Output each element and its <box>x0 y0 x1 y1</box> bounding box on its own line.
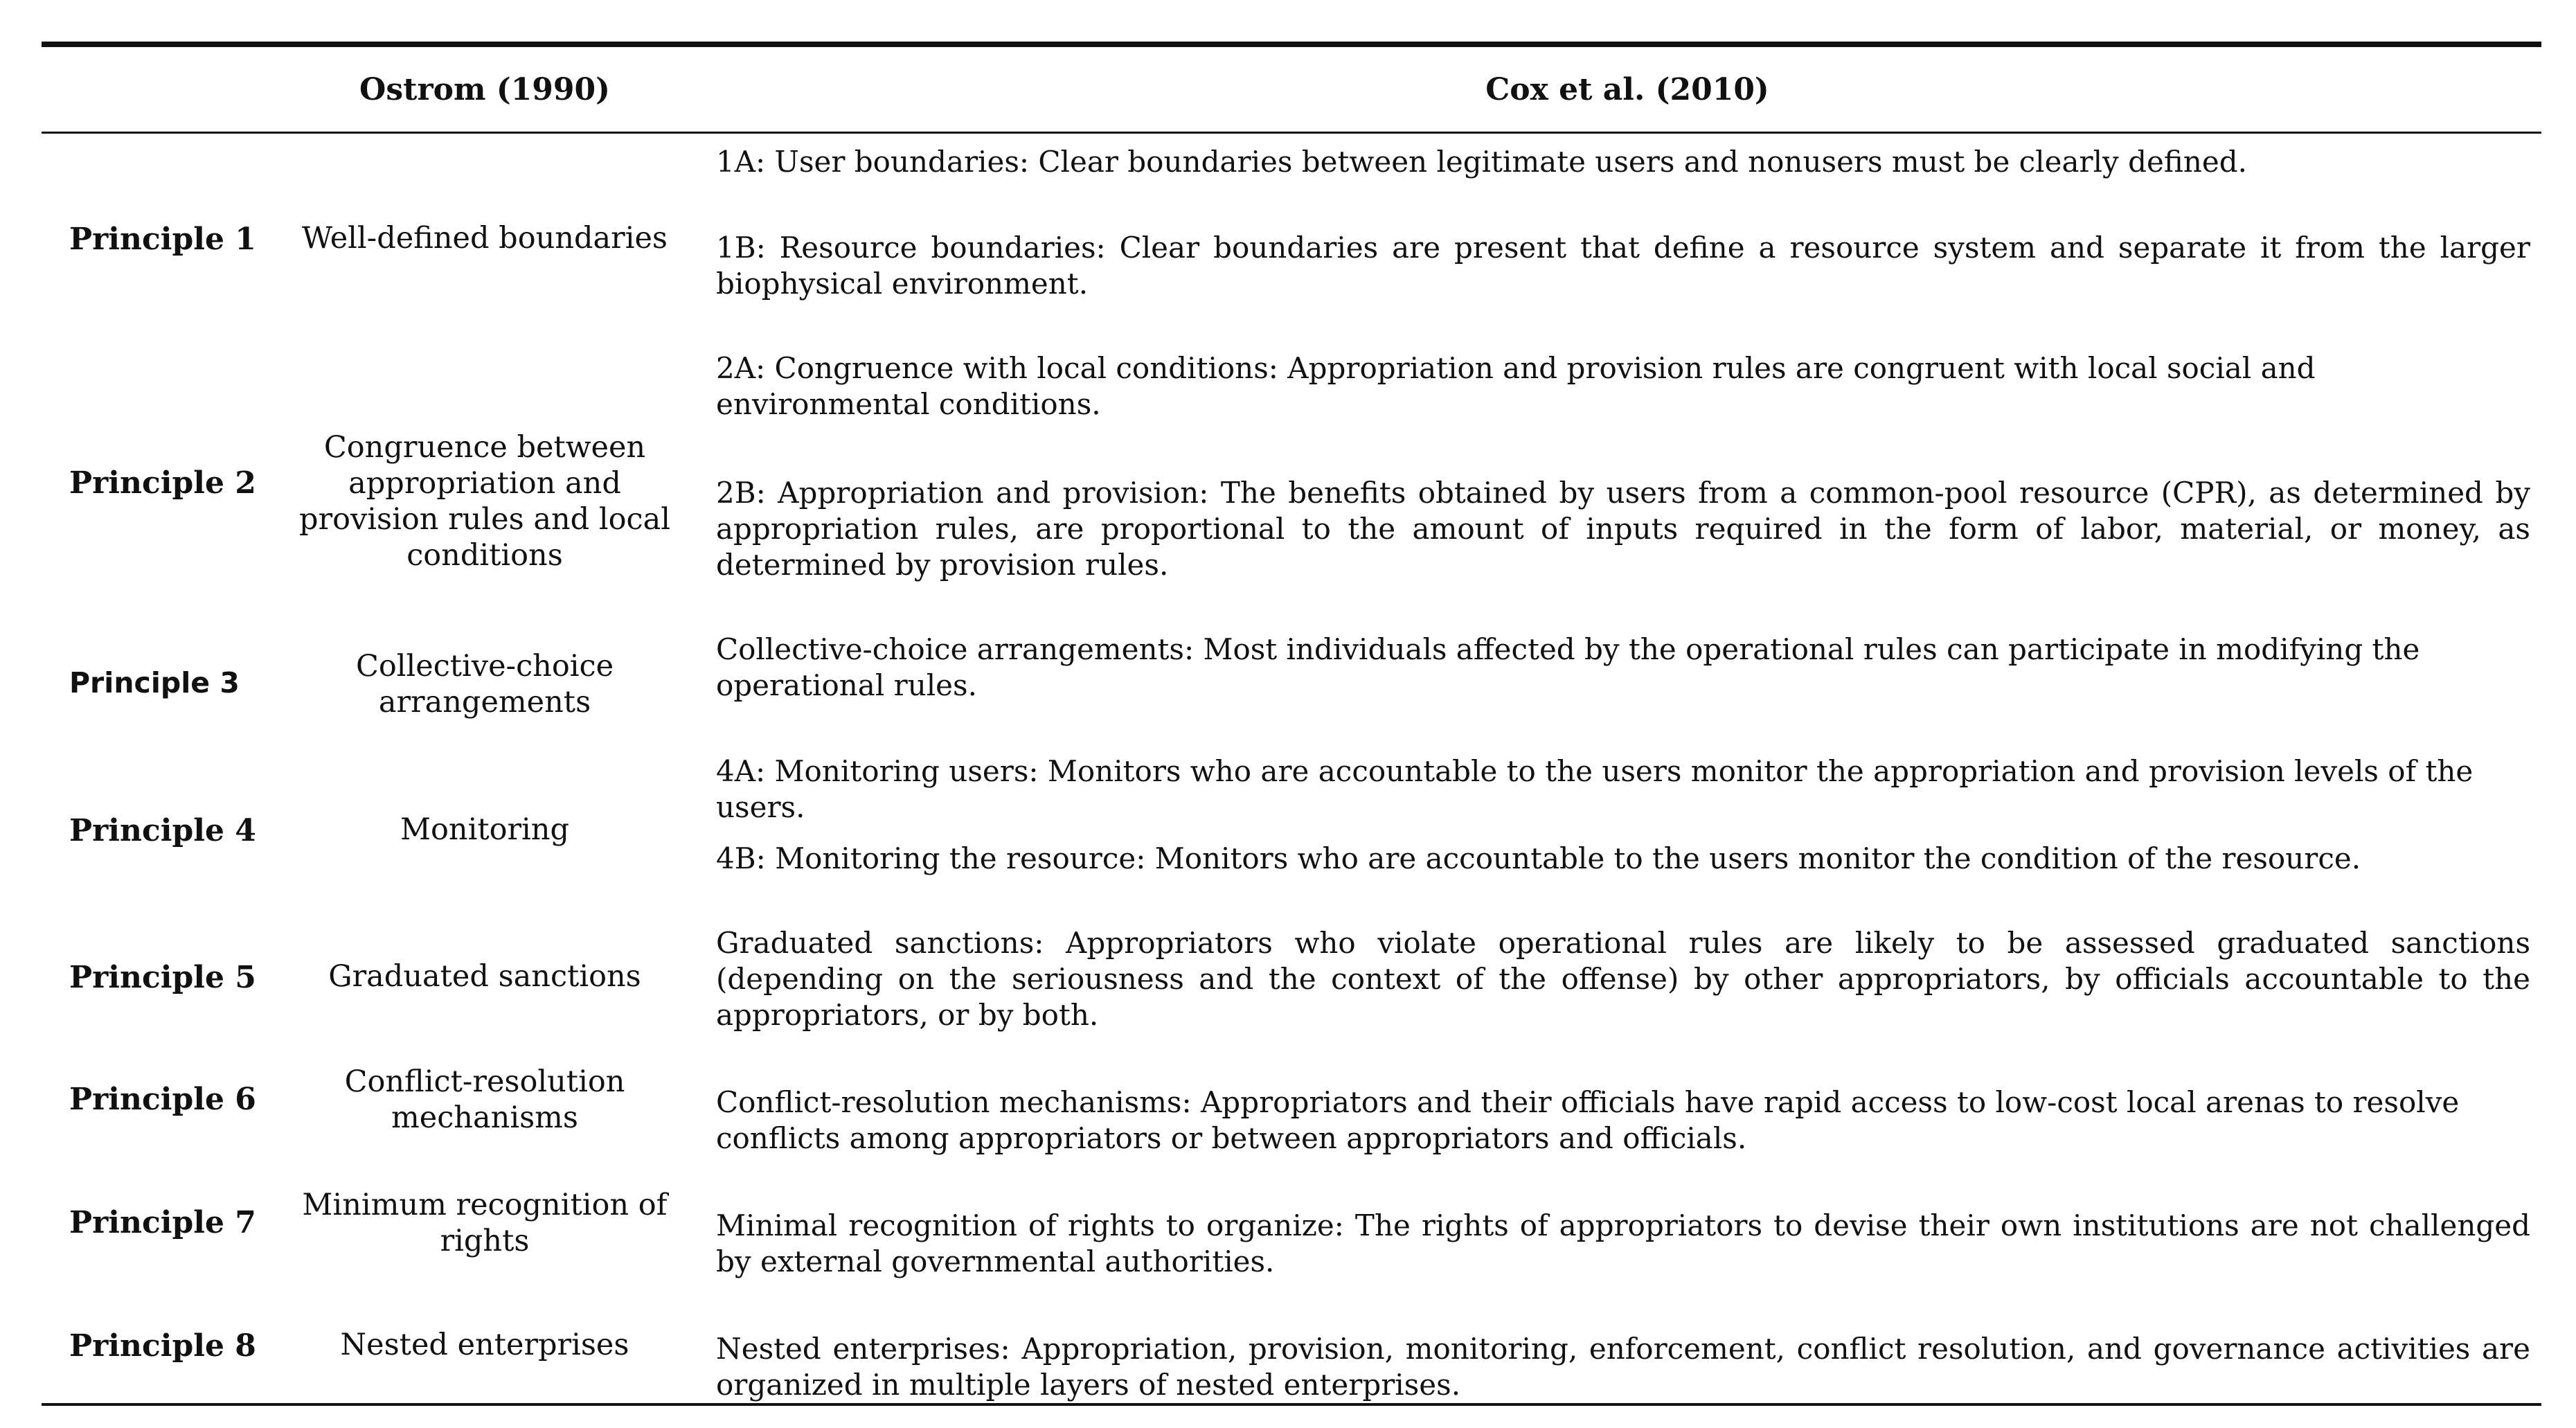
cox-criterion: Graduated sanctions: Appropriators who violate operational rules are likely to be assessed graduated sanctions (depending on the seriousness and the context of the offense) by other appropriators, by officials accountable to the appropriators, or by both. <box>716 926 2530 1032</box>
ostrom-principle: Well-defined boundaries <box>302 221 668 256</box>
principle-label: Principle 7 <box>69 1205 256 1240</box>
cox-criterion: 4A: Monitoring users: Monitors who are accountable to the users monitor the appropriation and provision levels of the users. <box>716 754 2474 824</box>
ostrom-principle: Congruence between appropriation and provision rules and local conditions <box>299 430 670 573</box>
cox-criterion: Minimal recognition of rights to organize: The rights of appropriators to devise their own institutions are not challenged by external governmental authorities. <box>716 1208 2530 1278</box>
principle-label: Principle 5 <box>69 960 256 995</box>
column-header-cox: Cox et al. (2010) <box>1485 72 1769 107</box>
cox-criterion: Nested enterprises: Appropriation, provision, monitoring, enforcement, conflict resolution, and governance activities are organized in multiple layers of nested enterprises. <box>716 1332 2530 1402</box>
cox-criterion: 1A: User boundaries: Clear boundaries between legitimate users and nonusers must be clearly defined. <box>716 145 2247 179</box>
principle-label: Principle 2 <box>69 465 256 501</box>
table-header-rule <box>42 132 2541 134</box>
cox-criterion: 1B: Resource boundaries: Clear boundaries are present that define a resource system and separate it from the larger biophysical environment. <box>716 231 2530 301</box>
cox-criterion: Collective-choice arrangements: Most individuals affected by the operational rules can participate in modifying the operational rules. <box>716 632 2420 702</box>
principle-label: Principle 6 <box>69 1082 256 1117</box>
ostrom-principle: Conflict-resolution mechanisms <box>344 1064 625 1135</box>
ostrom-principle: Minimum recognition of rights <box>302 1188 668 1258</box>
principle-label: Principle 4 <box>69 813 256 848</box>
cox-criterion: 2B: Appropriation and provision: The benefits obtained by users from a common-pool resource (CPR), as determined by appropriation rules, are proportional to the amount of inputs required in the form of labor, material, or money, as determined by provision rules. <box>716 476 2530 582</box>
principle-label: Principle 1 <box>69 222 256 257</box>
principle-label: Principle 8 <box>69 1328 256 1364</box>
principle-label: Principle 3 <box>69 666 240 699</box>
table-top-rule <box>42 42 2541 47</box>
column-header-ostrom: Ostrom (1990) <box>359 72 610 107</box>
cox-criterion: Conflict-resolution mechanisms: Appropriators and their officials have rapid access to low-cost local arenas to resolve conflicts among appropriators or between appropriators and officials. <box>716 1085 2460 1155</box>
table-bottom-rule <box>42 1403 2541 1406</box>
cox-criterion: 4B: Monitoring the resource: Monitors who are accountable to the users monitor the condition of the resource. <box>716 841 2361 875</box>
ostrom-principle: Collective-choice arrangements <box>355 649 614 720</box>
ostrom-principle: Monitoring <box>400 812 570 847</box>
ostrom-principle: Nested enterprises <box>340 1328 629 1362</box>
cox-criterion: 2A: Congruence with local conditions: Appropriation and provision rules are congruent with local social and environmental conditions. <box>716 351 2316 421</box>
ostrom-principle: Graduated sanctions <box>328 959 641 994</box>
